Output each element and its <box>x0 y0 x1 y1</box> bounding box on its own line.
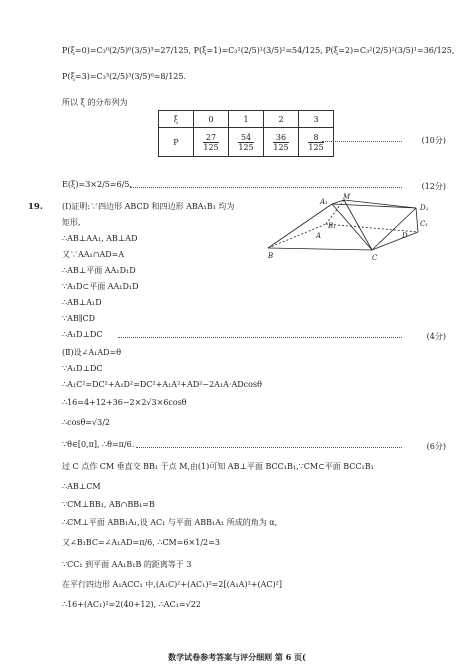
text-line: ∴CM⊥平面 ABB₁A₁,设 AC₁ 与平面 ABB₁A₁ 所成的角为 α, <box>62 518 278 527</box>
table-header-p: P <box>159 128 194 157</box>
label-A: A <box>316 232 322 240</box>
text-line: ∴16+(AC₁)²=2(40+12), ∴AC₁=√22 <box>62 600 201 609</box>
question-number: 19. <box>28 202 43 212</box>
table-cell: $\frac{54}{125}$ <box>229 128 264 157</box>
text-line: (Ⅱ)设∠A₁AD=θ <box>62 348 122 357</box>
table-cell: $\frac{27}{125}$ <box>194 128 229 157</box>
label-C: C <box>372 254 378 262</box>
text-line: P(ξ=3)=C₃³(2/5)³(3/5)⁰=8/125. <box>62 72 187 81</box>
text-line: ∴AB⊥AA₁, AB⊥AD <box>62 234 138 243</box>
text-line: ∴A₁C²=DC²+A₁D²=DC²+A₁A²+AD²−2A₁A·ADcosθ <box>62 380 262 389</box>
text-line: ∴AB⊥平面 AA₁D₁D <box>62 266 136 275</box>
text-line: 又∠B₁BC=∠A₁AD=π/6, ∴CM=6×1/2=3 <box>62 538 220 547</box>
table-cell: 2 <box>264 111 299 128</box>
geometry-figure <box>268 193 444 266</box>
text-line: ∴AB⊥CM <box>62 482 101 491</box>
label-B: B <box>268 252 274 260</box>
text-line: ∵θ∈[0,π], ∴θ=π/6. <box>62 440 135 449</box>
label-M: M <box>343 193 351 201</box>
table-header-xi: ξ <box>159 111 194 128</box>
text-line: ∴AB⊥A₁D <box>62 298 102 307</box>
text-line: E(ξ)=3×2/5=6/5. <box>62 180 132 189</box>
text-line: (Ⅰ)证明:∵四边形 ABCD 和四边形 ABA₁B₁ 均为 <box>62 202 235 211</box>
dot-leader <box>130 186 402 188</box>
table-cell: 3 <box>299 111 334 128</box>
text-line: ∵AB∥CD <box>62 314 95 323</box>
text-line: P(ξ=0)=C₃⁰(2/5)⁰(3/5)³=27/125, P(ξ=1)=C₃¹(2/5)¹(3/5)²=54/125, P(ξ=2)=C₃²(2/5)²(3/5)¹=36/125, <box>62 46 455 55</box>
label-C1: C₁ <box>420 220 429 228</box>
text-line: ∴16=4+12+36−2×2√3×6cosθ <box>62 398 187 407</box>
dot-leader <box>136 446 402 448</box>
text-line: ∵CM⊥BB₁, AB∩BB₁=B <box>62 500 155 509</box>
page-footer: 数学试卷参考答案与评分细则 第 6 页( <box>168 652 306 662</box>
dot-leader <box>322 140 402 142</box>
label-D: D <box>402 232 408 240</box>
text-line: 过 C 点作 CM 垂直交 BB₁ 于点 M,由(1)可知 AB⊥平面 BCC₁B₁,∵CM⊂平面 BCC₁B₁ <box>62 462 374 471</box>
score-mark: (10分) <box>421 136 446 145</box>
text-line: 矩形, <box>62 218 81 227</box>
table-cell: $\frac{36}{125}$ <box>264 128 299 157</box>
text-line: 所以 ξ 的分布列为 <box>62 98 128 107</box>
table-cell: $\frac{8}{125}$ <box>299 128 334 157</box>
text-line: ∵A₁D⊂平面 AA₁D₁D <box>62 282 139 291</box>
table-cell: 1 <box>229 111 264 128</box>
score-mark: (12分) <box>421 182 446 191</box>
distribution-table <box>158 110 334 157</box>
text-line: 又∵AA₁∩AD=A <box>62 250 125 259</box>
table-cell: 0 <box>194 111 229 128</box>
label-A1: A₁ <box>320 198 328 206</box>
text-line: ∵CC₁ 到平面 AA₁B₁B 的距离等于 3 <box>62 560 192 569</box>
text-line: 在平行四边形 A₁ACC₁ 中,(A₁C)²+(AC₁)²=2[(A₁A)²+(AC)²] <box>62 580 282 589</box>
text-line: ∴cosθ=√3/2 <box>62 418 110 427</box>
text-line: ∵A₁D⊥DC <box>62 364 103 373</box>
label-B1: B₁ <box>328 222 336 230</box>
label-D1: D₁ <box>420 204 429 212</box>
dot-leader <box>118 336 402 338</box>
text-line: ∴A₁D⊥DC <box>62 330 103 339</box>
score-mark: (6分) <box>426 442 446 451</box>
score-mark: (4分) <box>426 332 446 341</box>
